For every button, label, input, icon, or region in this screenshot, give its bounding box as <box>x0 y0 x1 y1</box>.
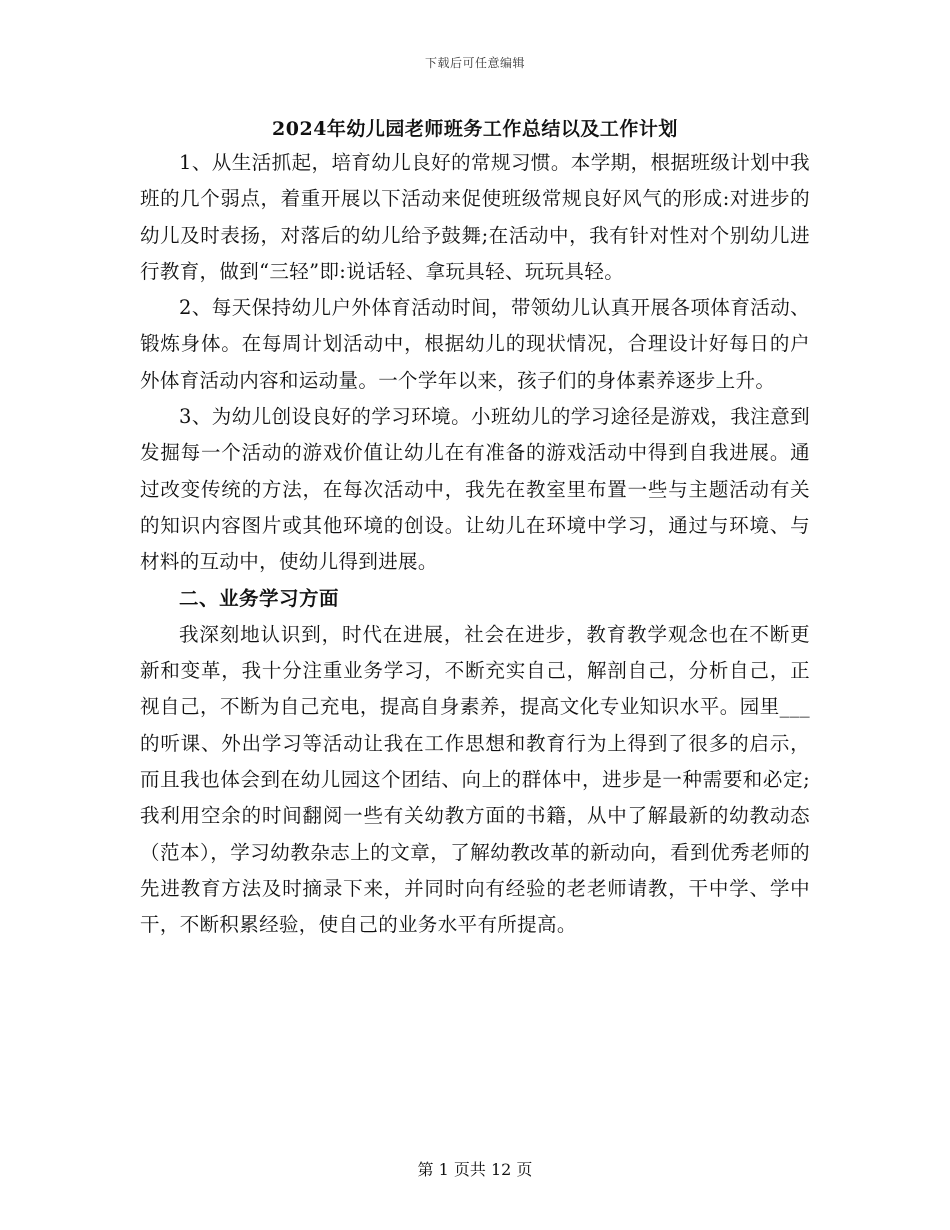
section-heading: 二、业务学习方面 <box>179 586 340 610</box>
paragraph-1: 1、从生活抓起，培育幼儿良好的常规习惯。本学期，根据班级计划中我班的几个弱点，着重开展以下活动来促使班级常规良好风气的形成:对进步的幼儿及时表扬，对落后的幼儿给予鼓舞;在活动中，我有针对性对个别幼儿进行教育，做到“三轻”即:说话轻、拿玩具轻、玩玩具轻。 <box>140 151 810 283</box>
section-paragraph: 我深刻地认识到，时代在进展，社会在进步，教育教学观念也在不断更新和变革，我十分注重业务学习，不断充实自己，解剖自己，分析自己，正视自己，不断为自己充电，提高自身素养，提高文化专业知识水平。园里___的听课、外出学习等活动让我在工作思想和教育行为上得到了很多的启示，而且我也体会到在幼儿园这个团结、向上的群体中，进步是一种需要和必定;我利用空余的时间翻阅一些有关幼教方面的书籍，从中了解最新的幼教动态（范本），学习幼教杂志上的文章，了解幼教改革的新动向，看到优秀老师的先进教育方法及时摘录下来，并同时向有经验的老老师请教，干中学、学中干，不断积累经验，使自己的业务水平有所提高。 <box>140 622 810 937</box>
paragraph-3: 3、为幼儿创设良好的学习环境。小班幼儿的学习途径是游戏，我注意到发掘每一个活动的游戏价值让幼儿在有准备的游戏活动中得到自我进展。通过改变传统的方法，在每次活动中，我先在教室里布置一些与主题活动有关的知识内容图片或其他环境的创设。让幼儿在环境中学习，通过与环境、与材料的互动中，使幼儿得到进展。 <box>140 405 810 574</box>
document-title: 2024年幼儿园老师班务工作总结以及工作计划 <box>272 118 678 140</box>
document-body <box>140 145 810 944</box>
page-number: 第 1 页共 12 页 <box>417 1160 533 1179</box>
header-note: 下载后可任意编辑 <box>424 56 525 70</box>
paragraph-2: 2、每天保持幼儿户外体育活动时间，带领幼儿认真开展各项体育活动、锻炼身体。在每周计划活动中，根据幼儿的现状情况，合理设计好每日的户外体育活动内容和运动量。一个学年以来，孩子们的身体素养逐步上升。 <box>140 296 810 392</box>
